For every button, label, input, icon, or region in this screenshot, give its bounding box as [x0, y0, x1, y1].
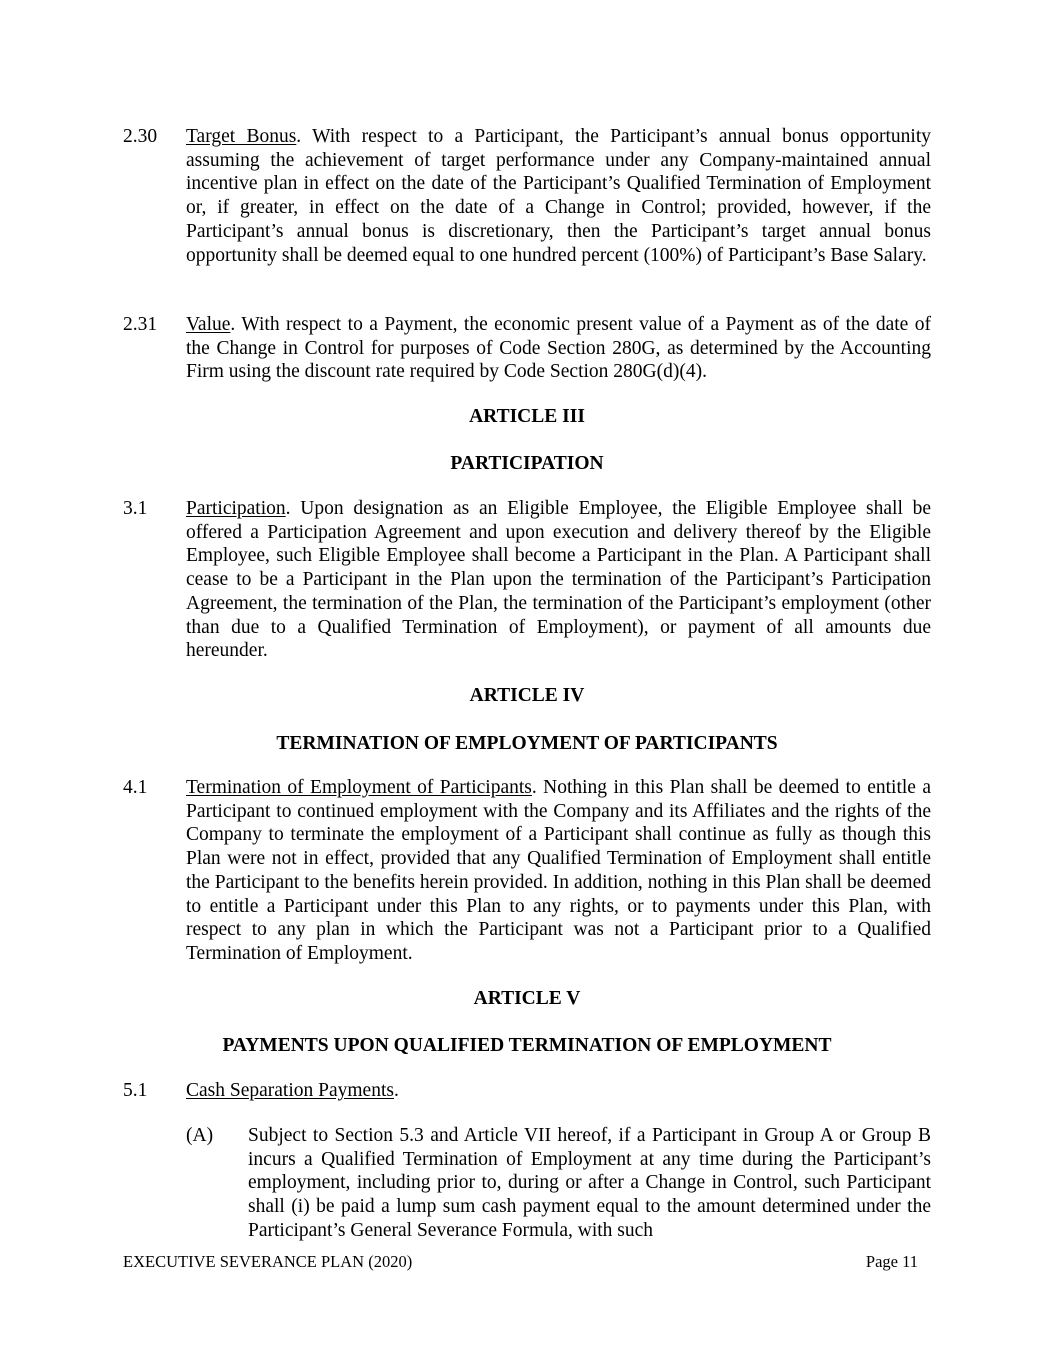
article-title: PARTICIPATION — [450, 453, 604, 474]
section-number: 3.1 — [123, 498, 148, 519]
section-2-31 — [123, 313, 931, 384]
section-body — [186, 125, 931, 267]
section-text: . Upon designation as an Eligible Employee, the Eligible Employee shall be offered a Participation Agreement and upon execution and delivery thereof by the Eligible Employee, such Eligible Employee shall become a Participant in the Plan. A Participant shall cease to be a Participant in the Plan upon the termination of the Participant’s Participation Agreement, the termination of the Plan, the termination of the Participant’s employment (other than due to a Qualified Termination of Employment), or payment of all amounts due hereunder. — [186, 498, 931, 662]
section-number: 4.1 — [123, 777, 148, 798]
section-4-1 — [123, 776, 931, 966]
subsection-text: Subject to Section 5.3 and Article VII hereof, if a Participant in Group A or Group B incurs a Qualified Termination of Employment at any time during the Participant’s employment, including prior to, during or after a Change in Control, such Participant shall (i) be paid a lump sum cash payment equal to the amount determined under the Participant’s General Severance Formula, with such — [248, 1125, 931, 1241]
section-number: 5.1 — [123, 1080, 148, 1101]
article-title: TERMINATION OF EMPLOYMENT OF PARTICIPANTS — [276, 733, 778, 754]
article-title: PAYMENTS UPON QUALIFIED TERMINATION OF EMPLOYMENT — [222, 1035, 832, 1056]
article-heading: ARTICLE III — [469, 406, 585, 427]
section-title: Termination of Employment of Participants — [186, 777, 532, 798]
footer-page-number: Page 11 — [865, 1252, 918, 1271]
section-title: Target Bonus — [186, 126, 297, 147]
section-5-1 — [123, 1079, 931, 1103]
section-body — [186, 313, 931, 384]
section-number: 2.31 — [123, 314, 158, 335]
section-3-1 — [123, 497, 931, 663]
subsection-label: (A) — [186, 1125, 214, 1146]
section-text: . — [393, 1080, 399, 1101]
footer-document-title: EXECUTIVE SEVERANCE PLAN (2020) — [123, 1252, 413, 1271]
section-text: . Nothing in this Plan shall be deemed to entitle a Participant to continued employment with the Company and its Affiliates and the rights of the Company to terminate the employment of a Participant shall continue as fully as though this Plan were not in effect, provided that any Qualified Termination of Employment shall entitle the Participant to the benefits herein provided. In addition, nothing in this Plan shall be deemed to entitle a Participant under this Plan to any rights, or to payments under this Plan, with respect to any plan in which the Participant was not a Participant prior to a Qualified Termination of Employment. — [186, 777, 931, 964]
article-heading: ARTICLE IV — [469, 685, 585, 706]
section-title: Cash Separation Payments — [186, 1080, 394, 1101]
section-title: Participation — [186, 498, 286, 519]
section-body — [186, 776, 931, 966]
subsection-5-1-a — [186, 1124, 931, 1243]
section-text: . With respect to a Payment, the economic present value of a Payment as of the date of the Change in Control for purposes of Code Section 280G, as determined by the Accounting Firm using the discount rate required by Code Section 280G(d)(4). — [186, 314, 931, 383]
article-heading: ARTICLE V — [473, 988, 581, 1009]
section-text: . With respect to a Participant, the Participant’s annual bonus opportunity assuming the achievement of target performance under any Company-maintained annual incentive plan in effect on the date of the Participant’s Qualified Termination of Employment or, if greater, in effect on the date of a Change in Control; provided, however, if the Participant’s annual bonus is discretionary, then the Participant’s target annual bonus opportunity shall be deemed equal to one hundred percent (100%) of Participant’s Base Salary. — [186, 126, 931, 266]
section-title: Value — [186, 314, 231, 335]
section-body — [186, 497, 931, 663]
section-2-30 — [123, 125, 931, 267]
section-body — [186, 1079, 931, 1103]
section-number: 2.30 — [123, 126, 158, 147]
